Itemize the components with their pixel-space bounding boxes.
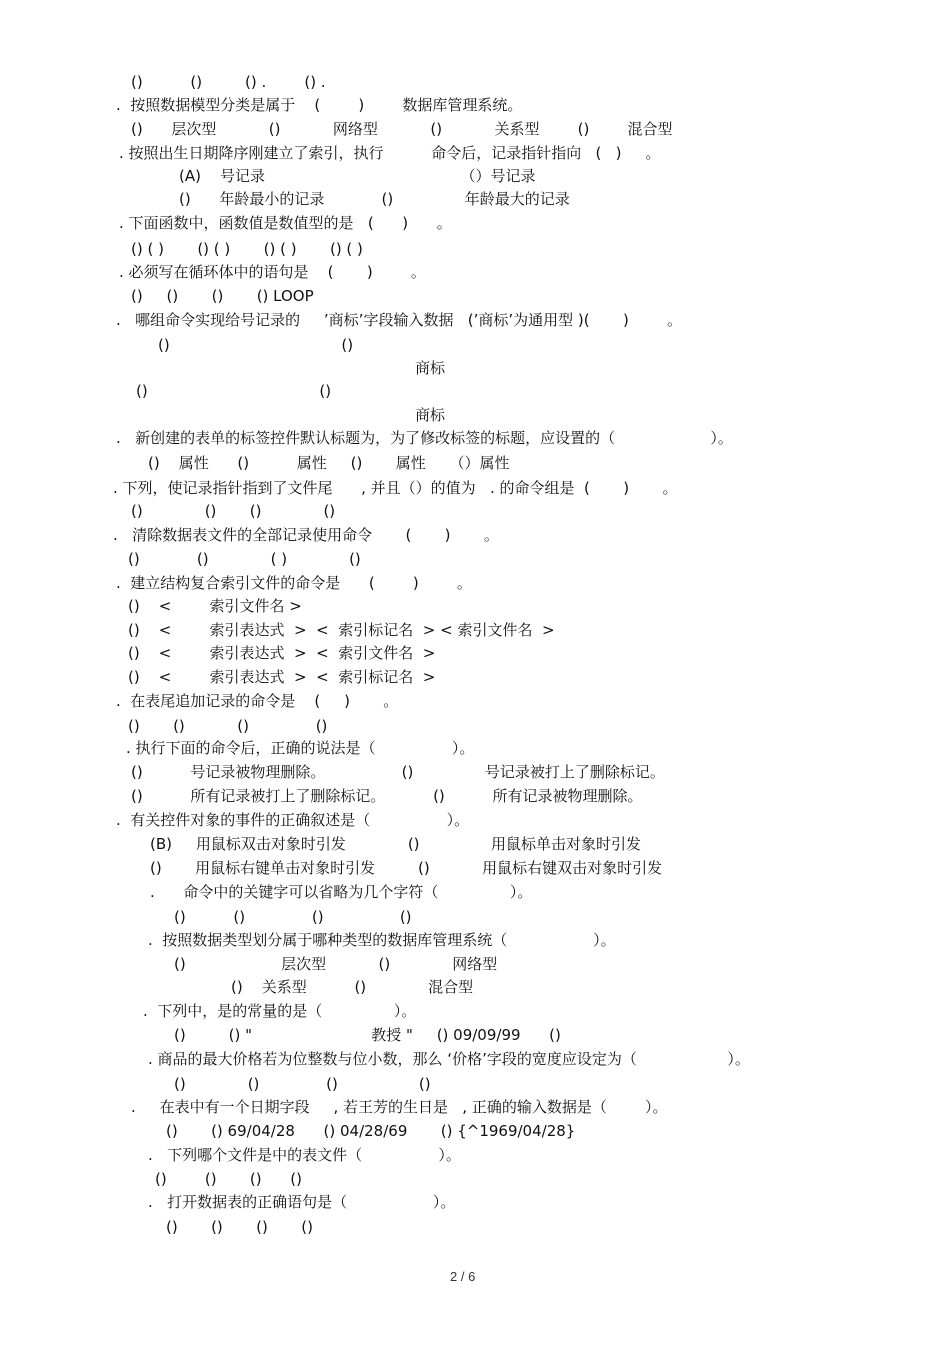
text-line: . 在表尾追加记录的命令是 ( ) 。 xyxy=(116,692,399,710)
text-line: () () () () xyxy=(128,717,328,735)
text-line: . 清除数据表文件的全部记录使用命令 ( ) 。 xyxy=(113,526,499,544)
text-line: () < 索引表达式 > < 索引文件名 > xyxy=(128,644,436,662)
text-line: () ( ) () ( ) () ( ) () ( ) xyxy=(131,240,363,258)
text-line: () () () () xyxy=(166,1218,313,1236)
text-line: () () () () LOOP xyxy=(131,287,314,305)
text-line: . 下列哪个文件是中的表文件（ ）。 xyxy=(148,1146,461,1164)
text-line: (A) 号记录 （）号记录 xyxy=(179,167,536,185)
text-line: () < 索引表达式 > < 索引标记名 > < 索引文件名 > xyxy=(128,621,555,639)
text-line: () 年龄最小的记录 () 年龄最大的记录 xyxy=(179,190,570,208)
text-line: () 关系型 () 混合型 xyxy=(231,978,474,996)
text-line: . 打开数据表的正确语句是（ ）。 xyxy=(148,1193,456,1211)
text-line: . 商品的最大价格若为位整数与位小数，那么 ‘价格’字段的宽度应设定为（ ）。 xyxy=(148,1050,750,1068)
text-line: () 层次型 () 网络型 () 关系型 () 混合型 xyxy=(131,120,673,138)
text-line: 商标 xyxy=(415,406,446,424)
text-line: () () () () xyxy=(131,502,336,520)
text-line: . 下列中，是的常量的是（ ）。 xyxy=(143,1002,417,1020)
text-line: . 执行下面的命令后，正确的说法是（ ）。 xyxy=(126,739,475,757)
text-line: () () xyxy=(136,382,332,400)
text-line: () () ( ) () xyxy=(128,550,361,568)
text-line: . 下面函数中，函数值是数值型的是 ( ) 。 xyxy=(119,214,452,232)
text-line: () < 索引文件名 > xyxy=(128,597,302,615)
text-line: () 层次型 () 网络型 xyxy=(174,955,498,973)
text-line: . 新创建的表单的标签控件默认标题为，为了修改标签的标题，应设置的（ ）。 xyxy=(116,429,733,447)
text-line: . 必须写在循环体中的语句是 ( ) 。 xyxy=(119,263,426,281)
text-line: () () " 教授 " () 09/09/99 () xyxy=(174,1026,561,1044)
text-line: . 命令中的关键字可以省略为几个字符（ ）。 xyxy=(150,883,533,901)
text-line: . 哪组命令实现给号记录的 ’商标’字段输入数据 (’商标’为通用型 )( ) 。 xyxy=(116,311,682,329)
text-line: () () () () xyxy=(155,1170,302,1188)
text-line: () < 索引表达式 > < 索引标记名 > xyxy=(128,668,436,686)
text-line: () 属性 () 属性 () 属性 （）属性 xyxy=(148,454,510,472)
text-line: () () () () xyxy=(174,1075,431,1093)
text-line: () 号记录被物理删除。 () 号记录被打上了删除标记。 xyxy=(131,763,665,781)
text-line: . 下列，使记录指针指到了文件尾 , 并且（）的值为 . 的命令组是 ( ) 。 xyxy=(113,479,678,497)
text-line: . 按照数据类型划分属于哪种类型的数据库管理系统（ ）。 xyxy=(148,931,616,949)
text-line: . 建立结构复合索引文件的命令是 ( ) 。 xyxy=(116,574,472,592)
text-line: 商标 xyxy=(415,359,446,377)
text-line: () () 69/04/28 () 04/28/69 () {^1969/04/28} xyxy=(166,1122,576,1140)
text-line: () () xyxy=(158,336,354,354)
text-line: (B) 用鼠标双击对象时引发 () 用鼠标单击对象时引发 xyxy=(150,835,642,853)
text-line: () () () () xyxy=(174,908,412,926)
text-line: . 按照出生日期降序刚建立了索引，执行 命令后，记录指针指向 ( ) 。 xyxy=(119,144,661,162)
page-number: 2 / 6 xyxy=(450,1269,476,1284)
text-line: () () () . () . xyxy=(131,73,326,91)
text-line: . 在表中有一个日期字段 , 若王芳的生日是 , 正确的输入数据是（ ）。 xyxy=(131,1098,668,1116)
text-line: () 所有记录被打上了删除标记。 () 所有记录被物理删除。 xyxy=(131,787,643,805)
text-line: () 用鼠标右键单击对象时引发 () 用鼠标右键双击对象时引发 xyxy=(150,859,663,877)
text-line: . 有关控件对象的事件的正确叙述是（ ）。 xyxy=(116,811,470,829)
text-line: . 按照数据模型分类是属于 ( ) 数据库管理系统。 xyxy=(116,96,523,114)
